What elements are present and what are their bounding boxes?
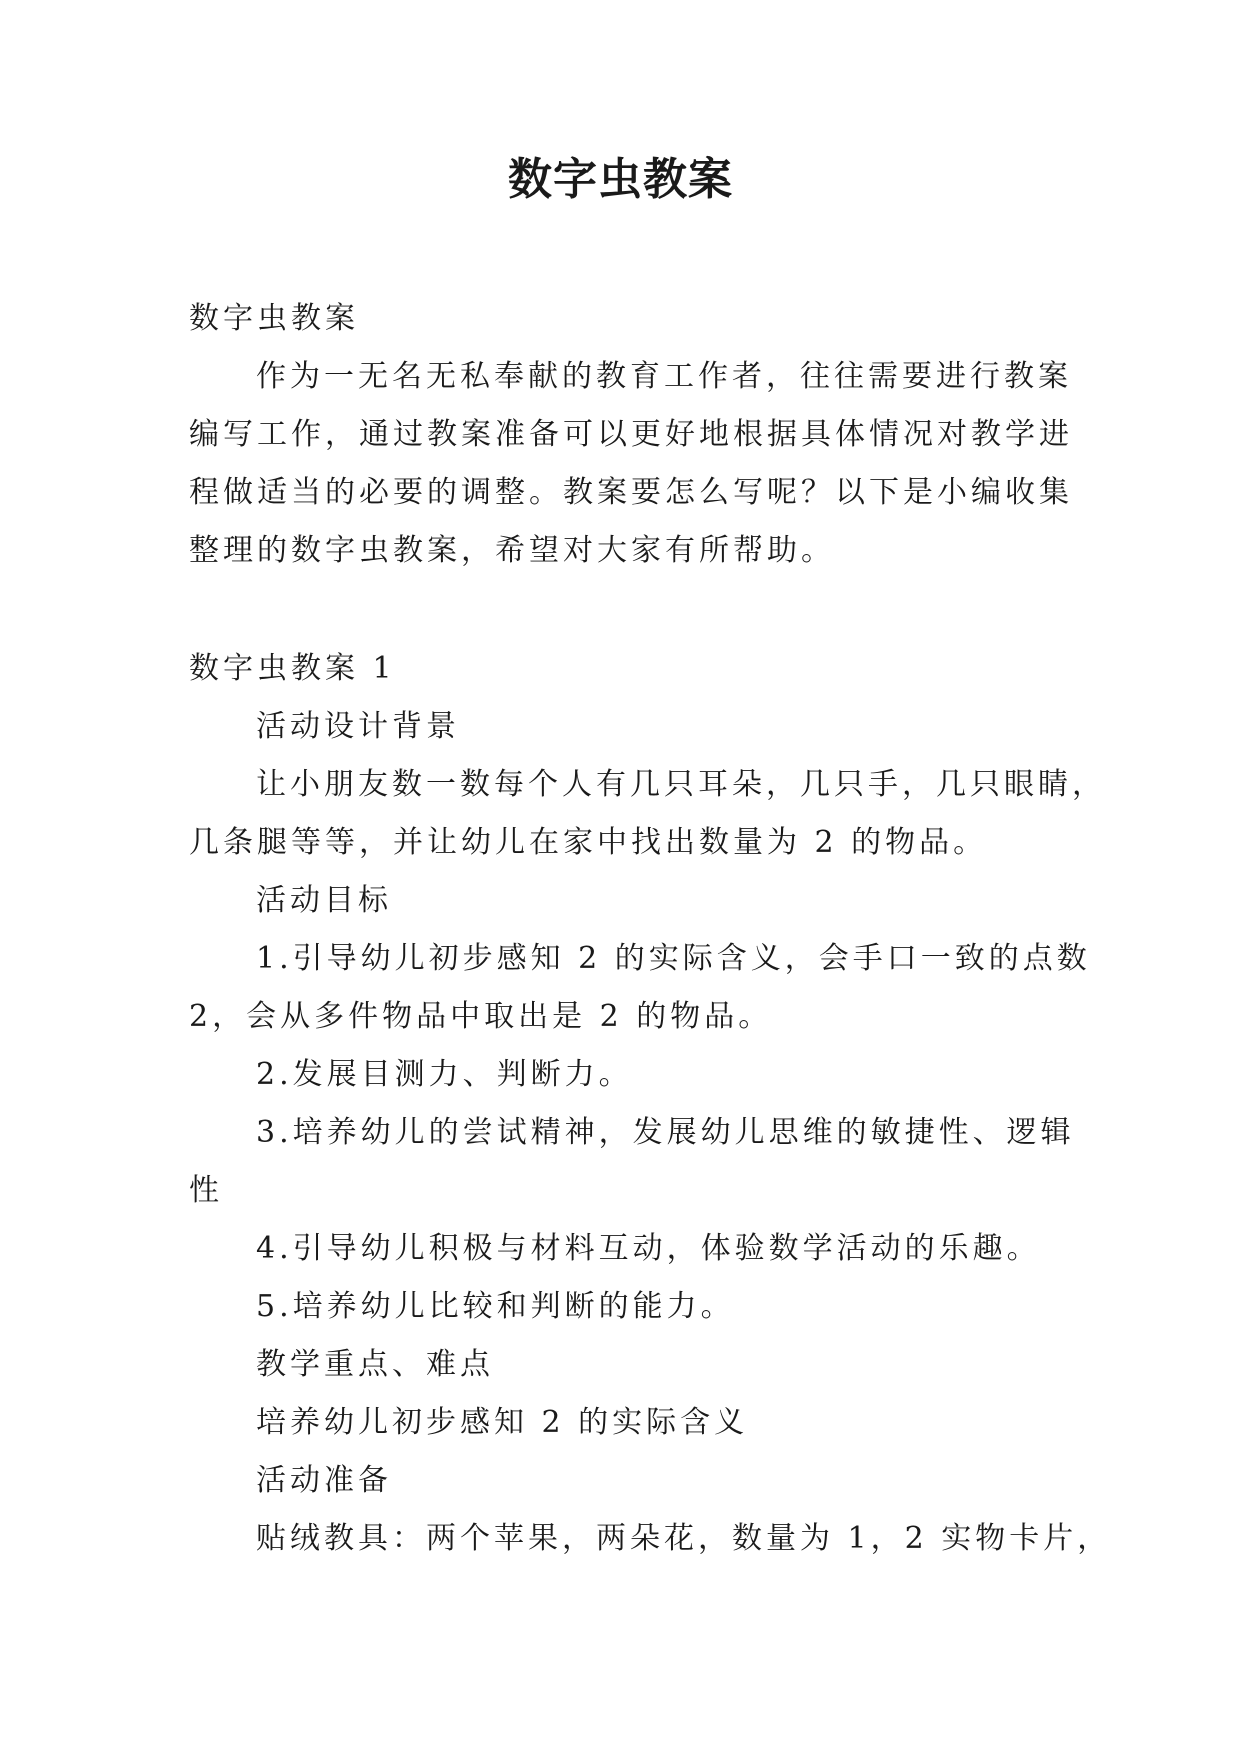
preparation-heading: 活动准备 (256, 1463, 392, 1498)
background-heading: 活动设计背景 (256, 709, 460, 744)
goal-item-2: 2.发展目测力、判断力。 (256, 1057, 633, 1092)
background-paragraph-line: 让小朋友数一数每个人有几只耳朵，几只手，几只眼睛， (256, 767, 1106, 802)
intro-paragraph-line: 程做适当的必要的调整。教案要怎么写呢？以下是小编收集 (189, 475, 1073, 510)
section-spacer (189, 580, 1051, 640)
goal-item-1-continuation: 2，会从多件物品中取出是 2 的物品。 (189, 999, 773, 1034)
goal-item-1: 1.引导幼儿初步感知 2 的实际含义，会手口一致的点数 (256, 941, 1091, 976)
background-paragraph-line: 几条腿等等，并让幼儿在家中找出数量为 2 的物品。 (189, 825, 988, 860)
preparation-text: 贴绒教具：两个苹果，两朵花，数量为 1，2 实物卡片， (256, 1521, 1112, 1556)
key-points-heading: 教学重点、难点 (256, 1347, 494, 1382)
intro-paragraph-line: 作为一无名无私奉献的教育工作者，往往需要进行教案 (256, 359, 1072, 394)
intro-paragraph-line: 整理的数字虫教案，希望对大家有所帮助。 (189, 533, 835, 568)
intro-heading: 数字虫教案 (189, 301, 359, 336)
goal-item-3-continuation: 性 (189, 1173, 223, 1208)
intro-paragraph-line: 编写工作，通过教案准备可以更好地根据具体情况对教学进 (189, 417, 1073, 452)
goal-item-3: 3.培养幼儿的尝试精神，发展幼儿思维的敏捷性、逻辑 (256, 1115, 1075, 1150)
goals-heading: 活动目标 (256, 883, 392, 918)
goal-item-4: 4.引导幼儿积极与材料互动，体验数学活动的乐趣。 (256, 1231, 1041, 1266)
document-title: 数字虫教案 (508, 154, 733, 205)
goal-item-5: 5.培养幼儿比较和判断的能力。 (256, 1289, 735, 1324)
document-body (189, 290, 1112, 1568)
key-points-text: 培养幼儿初步感知 2 的实际含义 (256, 1405, 749, 1440)
section-heading: 数字虫教案 1 (189, 651, 396, 686)
